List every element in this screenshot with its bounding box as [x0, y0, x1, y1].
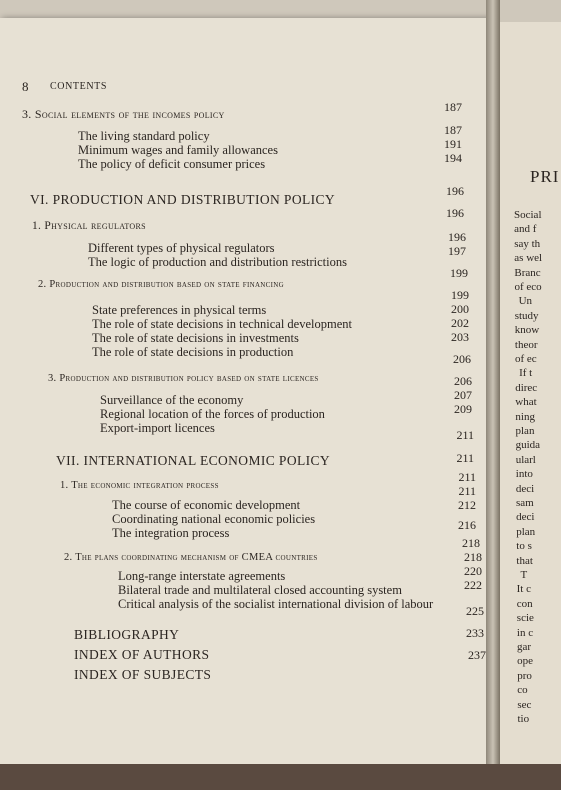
- right-page-line: theor: [514, 338, 538, 351]
- right-page-line: say th: [514, 237, 541, 250]
- page-ref: 206: [453, 352, 471, 366]
- right-page-line: ularl: [515, 453, 536, 466]
- page-ref: 233: [466, 626, 484, 640]
- chapter-entry: VI. PRODUCTION AND DISTRIBUTION POLICY: [30, 192, 336, 207]
- table-surface: [0, 764, 561, 790]
- subsection-entry: The role of state decisions in investments: [92, 331, 299, 345]
- page-ref: 200: [451, 302, 469, 316]
- page-ref: 199: [450, 266, 468, 280]
- subsection-entry: Export-import licences: [100, 421, 215, 435]
- right-page-line: sam: [516, 497, 534, 509]
- section-entry: 3. Social elements of the incomes policy: [22, 107, 225, 121]
- page-ref: 197: [448, 244, 466, 258]
- page-ref: 218: [464, 550, 482, 564]
- subsection-entry: Different types of physical regulators: [88, 241, 275, 255]
- page-number: 8: [22, 79, 29, 94]
- page-ref: 207: [454, 388, 472, 402]
- right-page-line: sec: [517, 698, 532, 711]
- page-ref: 237: [468, 648, 486, 662]
- subsection-entry: State preferences in physical terms: [92, 303, 267, 317]
- right-page-line: that: [516, 554, 533, 567]
- backmatter-entry: BIBLIOGRAPHY: [74, 627, 180, 642]
- section-entry: 1. Physical regulators: [32, 220, 146, 232]
- right-page-line: deci: [516, 511, 535, 524]
- right-page-line: of ec: [515, 353, 537, 365]
- right-page-line: Un: [518, 295, 533, 308]
- page-ref: 199: [451, 288, 469, 302]
- subsection-entry: Surveillance of the economy: [100, 393, 244, 407]
- page-ref: 211: [458, 470, 476, 484]
- right-page-line: know: [514, 324, 540, 337]
- page-ref: 196: [446, 206, 464, 220]
- backmatter-entry: INDEX OF SUBJECTS: [74, 667, 212, 682]
- subsection-entry: The living standard policy: [78, 129, 210, 143]
- section-entry: 2. Production and distribution based on state financing: [38, 279, 284, 290]
- right-page-line: direc: [515, 381, 538, 394]
- right-page-line: con: [516, 597, 533, 610]
- right-page-heading: PRI: [530, 167, 560, 186]
- subsection-entry: The course of economic development: [112, 498, 301, 512]
- right-page-line: to s: [516, 540, 532, 553]
- right-page-line: guida: [515, 439, 541, 452]
- page-ref: 196: [448, 230, 466, 244]
- page-ref: 225: [466, 604, 484, 618]
- right-page-line: co: [517, 684, 528, 697]
- right-page-line: Branc: [514, 266, 541, 279]
- page-ref: 209: [454, 402, 472, 416]
- subsection-entry: The logic of production and distribution restrictions: [88, 255, 347, 269]
- right-page-line: ning: [515, 410, 535, 423]
- right-page-line: as wel: [514, 252, 543, 265]
- right-page-line: what: [515, 396, 537, 409]
- right-page-line: deci: [515, 482, 535, 495]
- page-ref: 211: [456, 428, 474, 442]
- subsection-entry: The integration process: [112, 526, 230, 540]
- page-ref: 211: [458, 484, 476, 498]
- right-page-line: It c: [516, 583, 531, 596]
- right-page-line: ope: [517, 655, 533, 668]
- subsection-entry: Coordinating national economic policies: [112, 512, 316, 526]
- section-entry: 1. The economic integration process: [60, 480, 219, 491]
- right-page-line: in c: [516, 626, 534, 639]
- page-ref: 187: [444, 100, 462, 114]
- right-page-line: T: [520, 569, 528, 581]
- book-spine: [486, 0, 500, 790]
- page-ref: 222: [464, 578, 482, 592]
- subsection-entry: Critical analysis of the socialist international division of labour: [118, 597, 434, 611]
- right-page-line: gar: [517, 641, 532, 653]
- section-entry: 3. Production and distribution policy based on state licences: [48, 373, 319, 384]
- right-page-line: study: [514, 309, 539, 322]
- subsection-entry: Bilateral trade and multilateral closed accounting system: [118, 583, 402, 597]
- page-ref: 216: [458, 518, 476, 532]
- subsection-entry: The role of state decisions in technical development: [92, 317, 352, 331]
- page-ref: 218: [462, 536, 480, 550]
- subsection-entry: Minimum wages and family allowances: [78, 143, 278, 157]
- chapter-entry: VII. INTERNATIONAL ECONOMIC POLICY: [56, 453, 331, 468]
- subsection-entry: Regional location of the forces of production: [100, 407, 325, 421]
- subsection-entry: Long-range interstate agreements: [118, 569, 286, 583]
- subsection-entry: The policy of deficit consumer prices: [78, 157, 266, 171]
- page-ref: 211: [456, 451, 474, 465]
- page-ref: 196: [446, 184, 464, 198]
- running-header: CONTENTS: [50, 81, 108, 92]
- right-page-line: into: [515, 468, 533, 481]
- right-page-line: If t: [519, 367, 533, 380]
- page-ref: 220: [464, 564, 482, 578]
- right-page-line: tio: [517, 713, 530, 725]
- page-ref: 191: [444, 137, 462, 151]
- right-page-line: scie: [516, 612, 534, 625]
- page-ref: 202: [451, 316, 469, 330]
- backmatter-entry: INDEX OF AUTHORS: [74, 647, 210, 662]
- right-page-line: of eco: [514, 281, 542, 293]
- page-ref: 203: [451, 330, 469, 344]
- right-page-line: pro: [517, 669, 532, 682]
- subsection-entry: The role of state decisions in production: [92, 345, 294, 359]
- right-page-line: and f: [514, 223, 537, 236]
- right-page-line: Social: [514, 209, 542, 221]
- page-ref: 187: [444, 123, 462, 137]
- section-entry: 2. The plans coordinating mechanism of CMEA countries: [64, 552, 318, 563]
- page-ref: 212: [458, 498, 476, 512]
- page-ref: 206: [454, 374, 472, 388]
- page-ref: 194: [444, 151, 462, 165]
- right-page-line: plan: [515, 425, 535, 437]
- right-page-line: plan: [516, 525, 536, 538]
